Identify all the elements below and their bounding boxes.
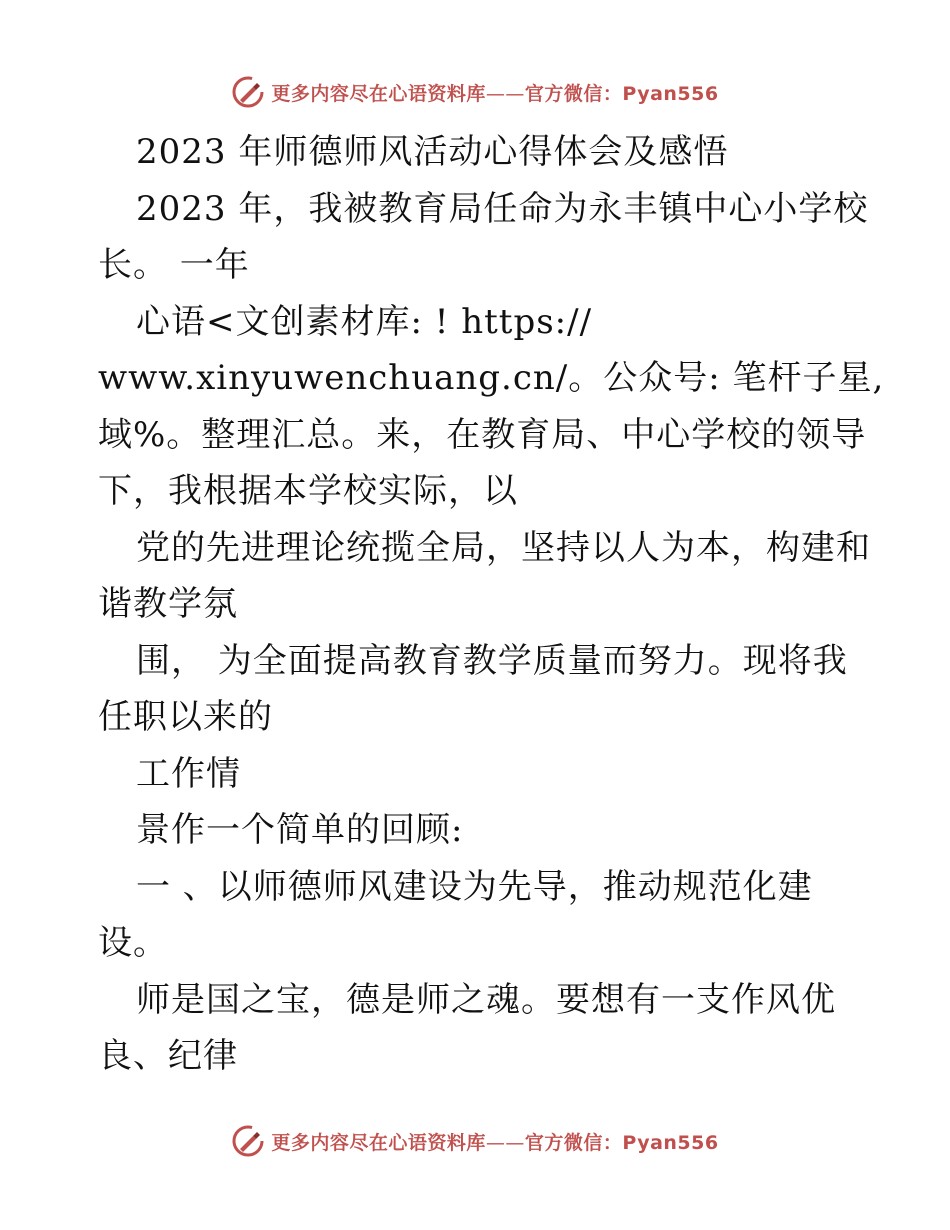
watermark-dash: —— [485, 1131, 525, 1154]
paragraph-line: 围， 为全面提高教育教学质量而努力。现将我 [136, 640, 848, 681]
watermark-footer [0, 1121, 950, 1161]
paragraph-line: 任职以来的 [98, 697, 273, 737]
paragraph-line: 谐教学氛 [98, 584, 238, 624]
paragraph-line: 下，我根据本学校实际，以 [98, 471, 518, 511]
paragraph-line: 设。 [98, 923, 168, 963]
document-body [98, 124, 885, 1085]
paragraph-line: 师是国之宝，德是师之魂。要想有一支作风优 [136, 979, 836, 1020]
watermark-main: 更多内容尽在心语资料库 [271, 82, 486, 105]
watermark-text [271, 79, 718, 106]
paragraph-line: 党的先进理论统揽全局，坚持以人为本，构建和 [136, 527, 871, 568]
paragraph-line: 2023 年，我被教育局任命为永丰镇中心小学校 [136, 188, 869, 229]
watermark-suffix: 官方微信：Pyan556 [524, 82, 719, 105]
paragraph-line: 心语<文创素材库: ! https:// [136, 301, 593, 342]
watermark-text [271, 1128, 718, 1155]
pen-circle-logo-icon [231, 75, 265, 109]
watermark-header [0, 72, 950, 112]
paragraph-line: 长。 一年 [98, 245, 250, 285]
paragraph-line: www.xinyuwenchuang.cn/。公众号: 笔杆子星, [98, 358, 885, 398]
paragraph-line: 景作一个简单的回顾: [136, 810, 464, 850]
watermark-suffix: 官方微信：Pyan556 [524, 1131, 719, 1154]
paragraph-line: 良、纪律 [98, 1036, 238, 1076]
section-heading: 一 、以师德师风建设为先导，推动规范化建 [136, 866, 813, 907]
pen-circle-logo-icon [231, 1124, 265, 1158]
paragraph-line: 工作情 [136, 753, 241, 794]
watermark-main: 更多内容尽在心语资料库 [271, 1131, 486, 1154]
watermark-dash: —— [485, 82, 525, 105]
document-title: 2023 年师德师风活动心得体会及感悟 [136, 132, 729, 172]
paragraph-line: 域%。整理汇总。来，在教育局、中心学校的领导 [98, 414, 867, 455]
